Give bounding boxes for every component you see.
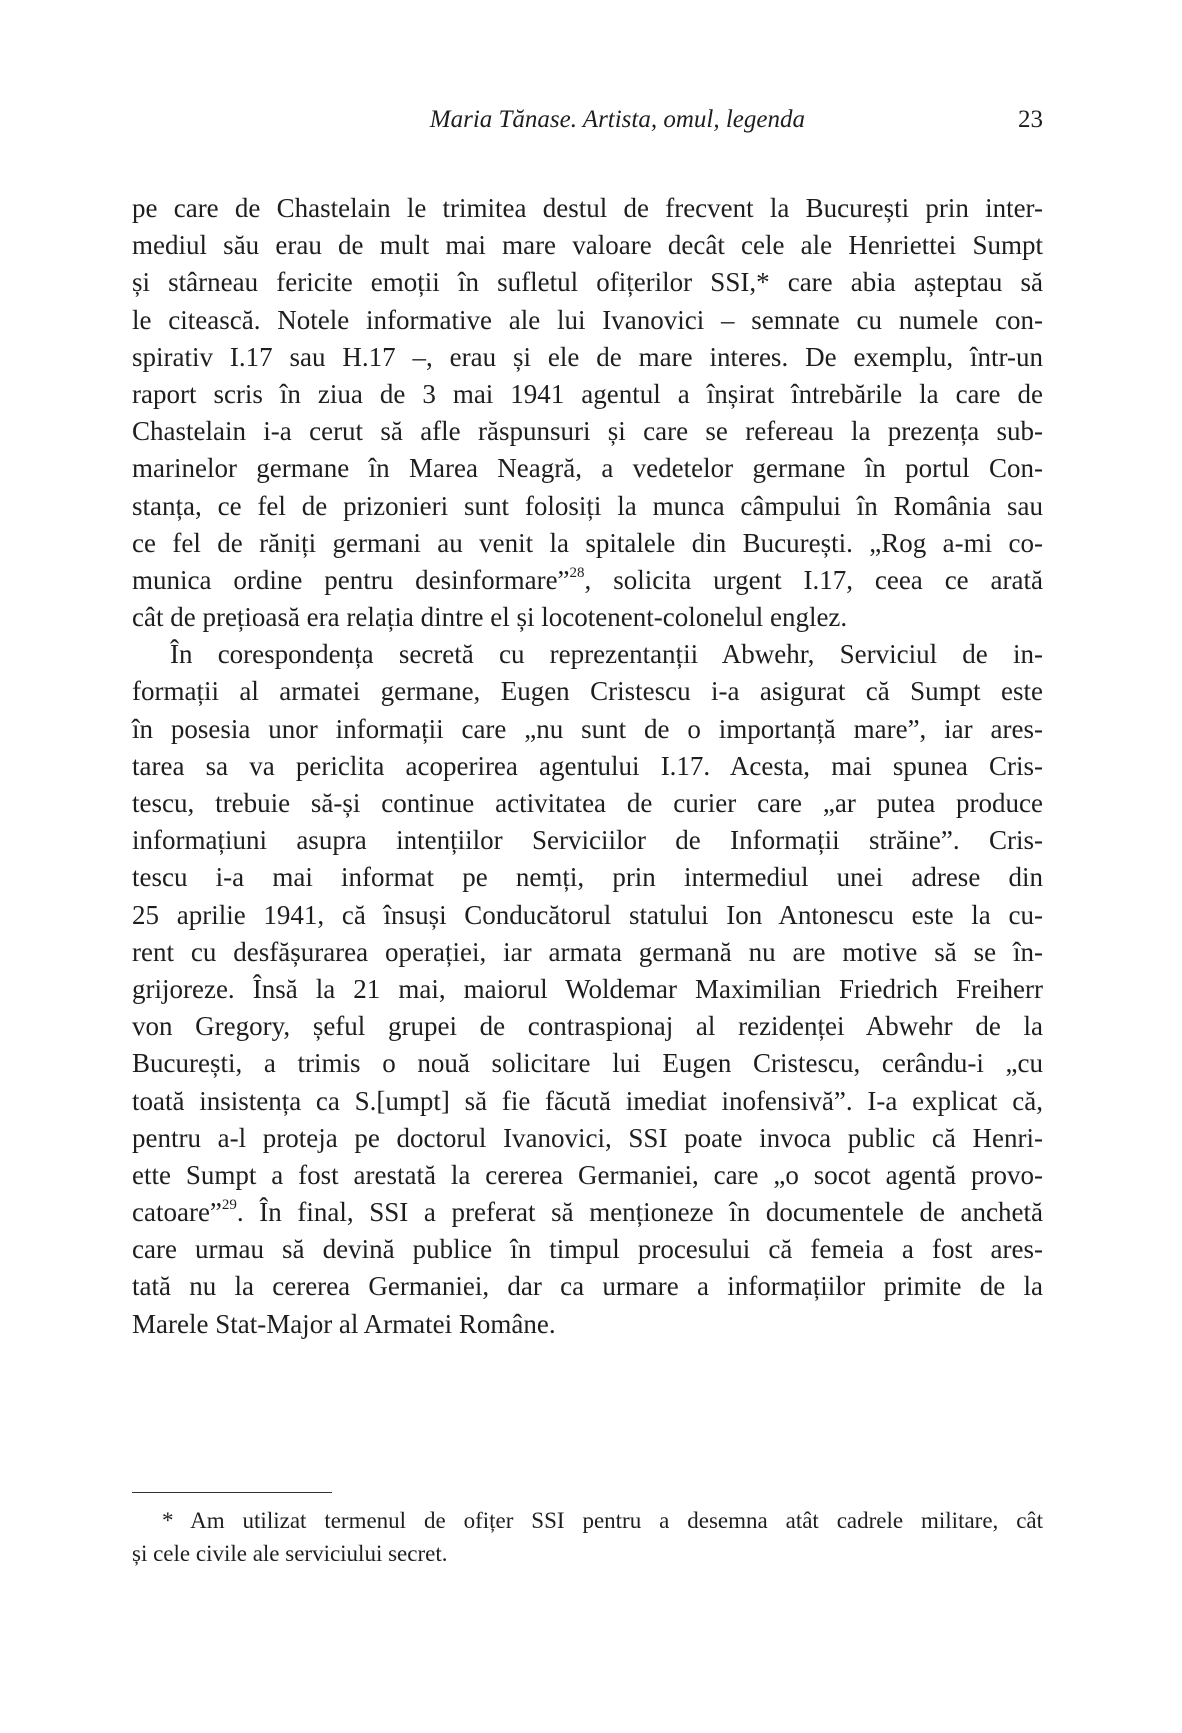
text-line: București, a trimis o nouă solicitare lui Eugen Cristescu, cerându-i „cu [132,1048,1043,1079]
text-line: care urmau să devină publice în timpul procesului că femeia a fost ares- [132,1234,1043,1265]
text-line: stanța, ce fel de prizonieri sunt folosiți la munca câmpului în România sau [132,490,1043,521]
text-line: pentru a-l proteja pe doctorul Ivanovici, SSI poate invoca public că Henri- [132,1122,1043,1153]
text-line: tescu, trebuie să-și continue activitatea de curier care „ar putea produce [132,788,1043,818]
text-line: ce fel de răniți germani au venit la spitalele din București. „Rog a-mi co- [132,527,1043,558]
text-line: von Gregory, șeful grupei de contraspionaj al rezidenței Abwehr de la [132,1011,1043,1042]
running-title: Maria Tănase. Artista, omul, legenda [429,106,805,133]
text-line: le citească. Notele informative ale lui Ivanovici – semnate cu numele con- [132,304,1043,335]
text-line: Marele Stat-Major al Armatei Române. [132,1308,556,1339]
text-line: tată nu la cererea Germaniei, dar ca urmare a informațiilor primite de la [132,1271,1043,1302]
text-segment: catoare” [132,1197,222,1228]
text-line: informațiuni asupra intențiilor Serviciilor de Informații străine”. Cris- [132,825,1043,856]
text-line: mediul său erau de mult mai mare valoare decât cele ale Henriettei Sumpt [132,230,1043,261]
text-line: cât de prețioasă era relația dintre el și locotenent-colonelul englez. [132,602,848,633]
text-line: tarea sa va periclita acoperirea agentului I.17. Acesta, mai spunea Cris- [132,750,1043,781]
text-line: și stârneau fericite emoții în sufletul ofițerilor SSI,* care abia așteptau să [132,267,1043,298]
footnote-line: și cele civile ale serviciului secret. [132,1541,448,1566]
endnote-ref-28: 28 [569,564,585,581]
footnote-line: * Am utilizat termenul de ofițer SSI pentru a desemna atât cadrele militare, cât [162,1508,1043,1533]
text-line-with-note-ref [132,1194,1043,1231]
text-line-with-note-ref [132,562,1043,599]
text-segment: . În final, SSI a preferat să menționeze în documentele de anchetă [236,1197,1043,1228]
text-line: Chastelain i-a cerut să afle răspunsuri și care se refereau la prezența sub- [132,416,1043,447]
text-line: 25 aprilie 1941, că însuși Conducătorul statului Ion Antonescu este la cu- [132,899,1043,930]
text-line: pe care de Chastelain le trimitea destul de frecvent la București prin inter- [132,193,1043,223]
text-segment: munica ordine pentru desinformare” [132,564,570,595]
paragraph-1 [132,190,1043,636]
text-line: în posesia unor informații care „nu sunt de o importanță mare”, iar ares- [132,713,1043,744]
paragraph-2 [132,636,1043,1343]
footnote-divider [132,1492,332,1493]
running-head [132,106,1043,142]
text-line: rent cu desfășurarea operației, iar armata germană nu are motive să se în- [132,936,1043,967]
page-number: 23 [1018,106,1043,133]
text-line: tescu i-a mai informat pe nemți, prin intermediul unei adrese din [132,862,1043,893]
text-line: marinelor germane în Marea Neagră, a vedetelor germane în portul Con- [132,453,1043,484]
text-line: spirativ I.17 sau H.17 –, erau și ele de mare interes. De exemplu, într-un [132,341,1043,372]
text-line: În corespondența secretă cu reprezentanții Abwehr, Serviciul de in- [170,639,1043,670]
endnote-ref-29: 29 [221,1197,237,1214]
text-segment: , solicita urgent I.17, ceea ce arată [584,564,1044,595]
footnote [132,1504,1043,1570]
text-line: toată insistența ca S.[umpt] să fie făcută imediat inofensivă”. I-a explicat că, [132,1085,1043,1116]
text-line: raport scris în ziua de 3 mai 1941 agentul a înșirat întrebările la care de [132,378,1043,409]
text-line: formații al armatei germane, Eugen Cristescu i-a asigurat că Sumpt este [132,676,1043,707]
text-line: ette Sumpt a fost arestată la cererea Germaniei, care „o socot agentă provo- [132,1159,1043,1190]
body-text [132,190,1043,1343]
text-line: grijoreze. Însă la 21 mai, maiorul Woldemar Maximilian Friedrich Freiherr [132,973,1043,1004]
